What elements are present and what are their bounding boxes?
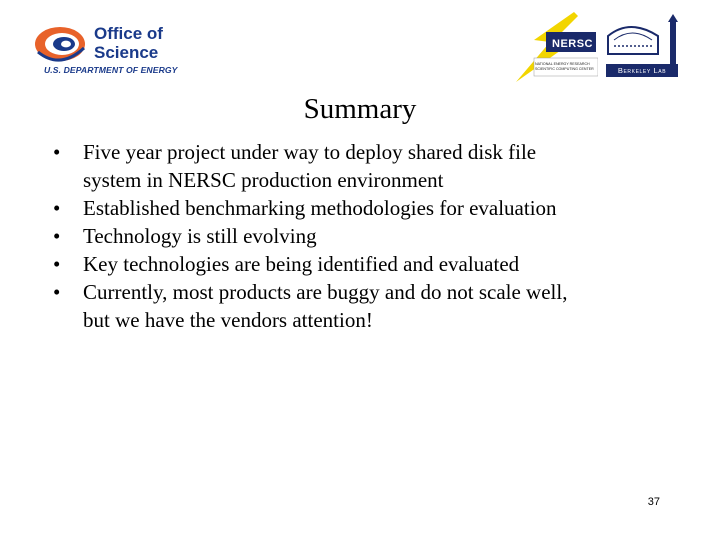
bullet-line: system in NERSC production environment [83, 168, 444, 192]
bullet-item [50, 138, 670, 194]
nersc-logo-subtitle-line2: SCIENTIFIC COMPUTING CENTER [535, 66, 594, 71]
bullet-item [50, 250, 670, 278]
bullet-line: Five year project under way to deploy shared disk file [83, 140, 537, 164]
doe-logo-subtitle: U.S. DEPARTMENT OF ENERGY [44, 65, 178, 75]
bullet-list [50, 138, 670, 334]
nersc-logo-name: NERSC [552, 38, 594, 50]
bullet-item [50, 278, 670, 334]
doe-logo-title-line2: Science [94, 43, 159, 62]
bullet-marker: • [53, 224, 61, 248]
bullet-marker: • [53, 196, 61, 220]
bullet-marker: • [53, 280, 61, 304]
slide-title: Summary [303, 93, 417, 125]
bullet-line: but we have the vendors attention! [83, 308, 373, 332]
bullet-line: Currently, most products are buggy and do not scale well, [83, 280, 568, 304]
bullet-marker: • [53, 252, 61, 276]
nersc-logo-subtitle-line1: NATIONAL ENERGY RESEARCH [535, 62, 590, 66]
doe-logo-title [94, 24, 184, 62]
nersc-logo-subtitle [535, 62, 599, 71]
doe-logo-title-line1: Office of [94, 24, 163, 43]
bullet-line: Key technologies are being identified and evaluated [83, 252, 520, 276]
bullet-item [50, 222, 670, 250]
page-number: 37 [647, 496, 660, 508]
bullet-item [50, 194, 670, 222]
bullet-line: Technology is still evolving [83, 224, 317, 248]
bullet-marker: • [53, 140, 61, 164]
bullet-line: Established benchmarking methodologies for evaluation [83, 196, 557, 220]
berkeley-lab-name: Berkeley Lab [617, 66, 667, 75]
